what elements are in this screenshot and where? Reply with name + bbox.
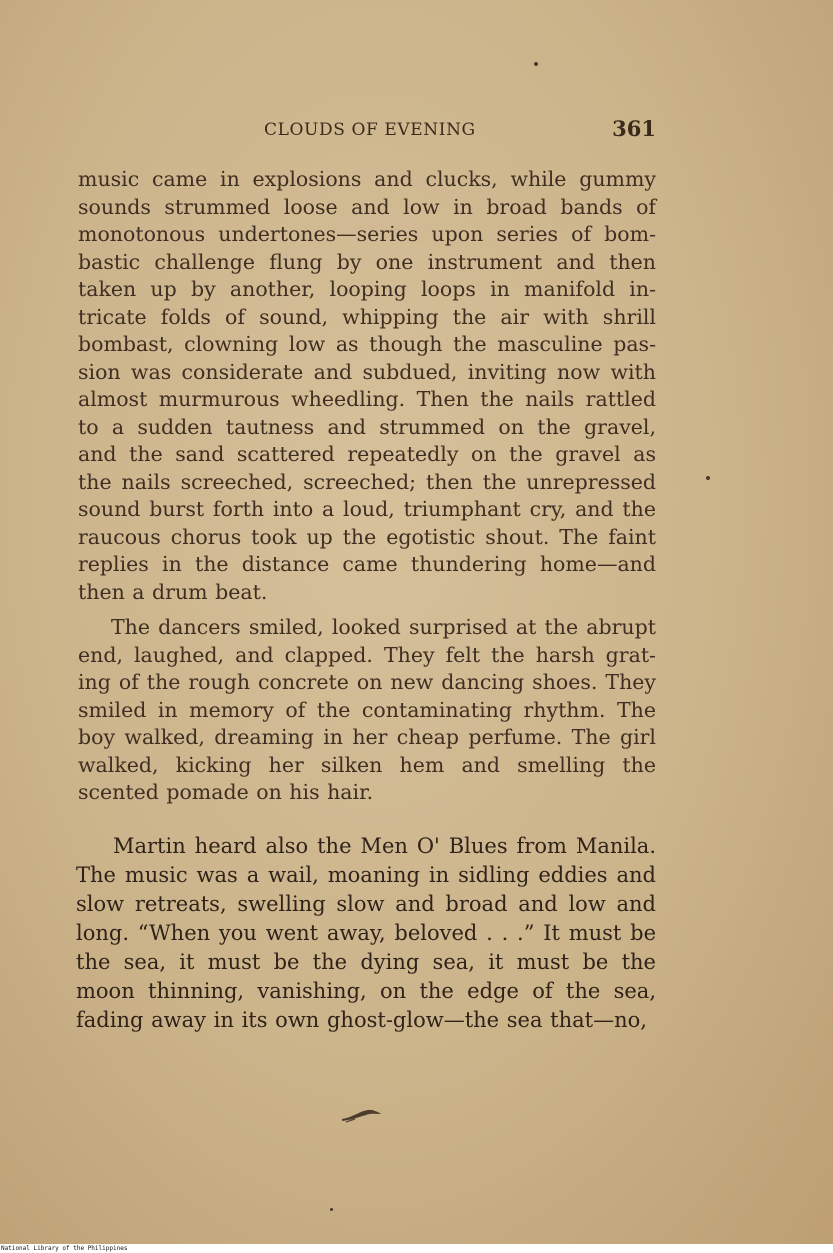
library-attribution: National Library of the Philippines [1,1245,128,1252]
paragraph-1: music came in explosions and clucks, while gummy sounds strummed loose and low in broad bands of monotonous undertones—series upon series of bom-bastic challenge flung by one instrument and then taken up by another, looping loops in manifold in-tricate folds of sound, whipping the air with shrill bombast, clowning low as though the masculine pas-sion was considerate and subdued, inviting now with almost murmurous wheedling. Then the nails rattled to a sudden tautness and strummed on the gravel, and the sand scattered repeatedly on the gravel as the nails screeched, screeched; then the unrepressed sound burst forth into a loud, triumphant cry, and the raucous chorus took up the egotistic shout. The faint replies in the distance came thundering home—and then a drum beat. [78,167,656,604]
paper-speck [330,1208,333,1211]
printer-ornament-mark [340,1106,382,1124]
running-title: CLOUDS OF EVENING [264,120,476,140]
paragraph-3: Martin heard also the Men O' Blues from Manila. The music was a wail, moaning in sidling eddies and slow retreats, swelling slow and broad and low and long. “When you went away, beloved . . .” It must be the sea, it must be the dying sea, it must be the moon thinning, vanishing, on the edge of the sea, fading away in its own ghost-glow—the sea that—no, [76,834,656,1032]
paper-speck [706,476,710,480]
paper-speck [534,62,538,66]
paragraph-2: The dancers smiled, looked surprised at the abrupt end, laughed, and clapped. They felt the harsh grat-ing of the rough concrete on new dancing shoes. They smiled in memory of the contaminating rhythm. The boy walked, dreaming in her cheap perfume. The girl walked, kicking her silken hem and smelling the scented pomade on his hair. [78,615,656,804]
page-number: 361 [612,116,656,141]
page-header [264,116,656,144]
